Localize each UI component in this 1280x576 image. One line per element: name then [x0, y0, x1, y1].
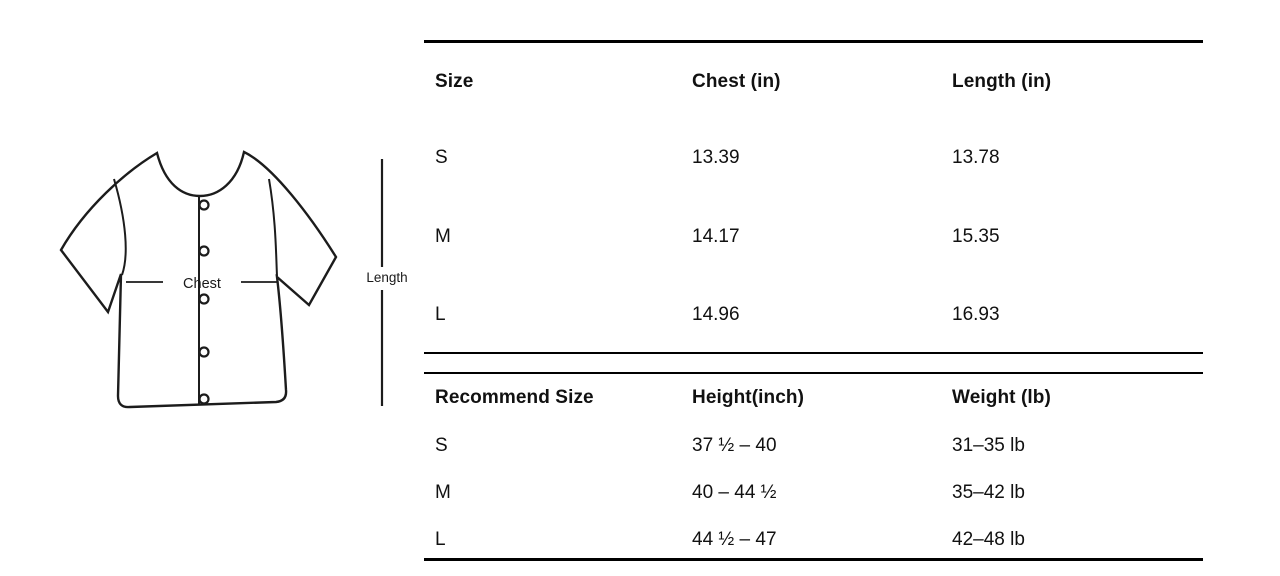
weight-header: Weight (lb)	[952, 387, 1051, 408]
weight-cell: 31–35 lb	[952, 435, 1025, 456]
button-icon	[200, 395, 209, 404]
buttons	[200, 201, 209, 404]
length-cell: 16.93	[952, 304, 1000, 325]
height-cell: 44 ½ – 47	[692, 529, 777, 550]
size-header: Size	[435, 71, 474, 92]
length-cell: 15.35	[952, 226, 1000, 247]
table-separator-rule-1	[424, 352, 1203, 354]
length-cell: 13.78	[952, 147, 1000, 168]
chest-cell: 13.39	[692, 147, 740, 168]
weight-cell: 42–48 lb	[952, 529, 1025, 550]
height-header: Height(inch)	[692, 387, 805, 408]
button-icon	[200, 295, 209, 304]
recommend-size-header: Recommend Size	[435, 387, 594, 408]
size-cell: M	[435, 482, 451, 503]
length-header: Length (in)	[952, 71, 1052, 92]
weight-cell: 35–42 lb	[952, 482, 1025, 503]
table-bottom-rule	[424, 558, 1203, 561]
size-cell: L	[435, 529, 446, 550]
height-cell: 40 – 44 ½	[692, 482, 777, 503]
button-icon	[200, 348, 209, 357]
table-separator-rule-2	[424, 372, 1203, 374]
garment-diagram	[40, 140, 430, 430]
chest-header: Chest (in)	[692, 71, 781, 92]
height-cell: 37 ½ – 40	[692, 435, 777, 456]
length-label: Length	[366, 270, 408, 285]
size-cell: S	[435, 435, 448, 456]
chest-cell: 14.17	[692, 226, 740, 247]
chest-cell: 14.96	[692, 304, 740, 325]
right-armhole-seam	[269, 179, 277, 276]
size-cell: S	[435, 147, 448, 168]
table-top-rule	[424, 40, 1203, 43]
button-icon	[200, 201, 209, 210]
size-cell: L	[435, 304, 446, 325]
button-icon	[200, 247, 209, 256]
size-cell: M	[435, 226, 451, 247]
left-armhole-seam	[114, 179, 126, 275]
chest-label: Chest	[183, 276, 221, 292]
